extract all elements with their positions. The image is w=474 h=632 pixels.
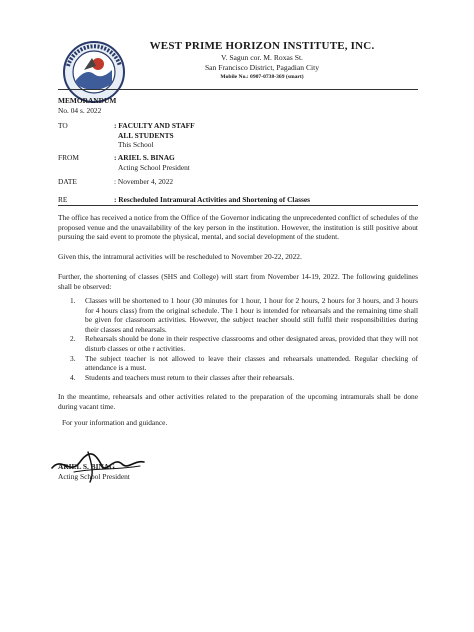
list-item: 3. The subject teacher is not allowed to leave their classes and rehearsals unattended. Regular checking of attendance is a must.: [70, 353, 418, 373]
to-label: TO: [58, 121, 68, 130]
memo-title: MEMORANDUM: [58, 96, 117, 105]
to-recipient-3: This School: [118, 140, 154, 150]
date-label: DATE: [58, 177, 77, 186]
re-label: RE: [58, 195, 68, 204]
header-divider: [58, 89, 418, 90]
paragraph-4: In the meantime, rehearsals and other activities related to the preparation of the upcoming intramurals shall be done during vacant time.: [58, 392, 418, 411]
signatory-title: Acting School President: [58, 472, 130, 481]
from-title: Acting School President: [118, 162, 190, 172]
memo-number: No. 04 s. 2022: [58, 106, 102, 115]
paragraph-3: Further, the shortening of classes (SHS and College) will start from November 14-19, 2022. The following guidelines shall be observed:: [58, 272, 418, 291]
list-item: 4. Students and teachers must return to their classes after their rehearsals.: [70, 372, 295, 382]
mobile-number: Mobile No.: 0907-0738-369 (smart): [220, 74, 304, 80]
date-value: : November 4, 2022: [114, 177, 174, 186]
address-line-1: V. Sagun cor. M. Roxas St.: [221, 53, 303, 62]
list-item: 1. Classes will be shortened to 1 hour (30 minutes for 1 hour, 1 hour for 2 hours, 2 hours for 3 hours, and 3 hours for 4 hours class) from the original schedule. The 1 hour is intended for rehearsals and the remaining time shall be given for classroom activities. However, the subject teacher should still fulfil their responsibilities during their classes and rehearsals.: [70, 296, 418, 334]
list-item: 2. Rehearsals should be done in their respective classrooms and other designated areas, provided that they will not disturb classes or othe r activities.: [70, 334, 418, 353]
address-line-2: San Francisco District, Pagadian City: [204, 63, 320, 72]
from-label: FROM: [58, 153, 79, 162]
paragraph-2: Given this, the intramural activities will be rescheduled to November 20-22, 2022.: [58, 252, 302, 261]
signatory-name: ARIEL S. BINAG: [58, 462, 115, 471]
letterhead: [132, 40, 392, 81]
guidelines-list: [58, 296, 418, 382]
paragraph-5: For your information and guidance.: [62, 418, 168, 427]
to-recipient-2: ALL STUDENTS: [118, 130, 174, 140]
re-value: : Rescheduled Intramural Activities and Shortening of Classes: [114, 195, 311, 204]
institution-name: WEST PRIME HORIZON INSTITUTE, INC.: [149, 40, 375, 52]
paragraph-1: The office has received a notice from the Office of the Governor indicating the unprecedented conflict of schedules of the proposed venue and the unavailability of the key person in the institution. However, the institution is still positive about pursuing the said event to promote the physical, mental, and social development of the student.: [58, 213, 418, 242]
school-logo: [62, 40, 126, 104]
to-recipient-1: : FACULTY AND STAFF: [114, 121, 195, 130]
from-name: : ARIEL S. BINAG: [114, 153, 175, 162]
subject-divider: [58, 205, 418, 206]
